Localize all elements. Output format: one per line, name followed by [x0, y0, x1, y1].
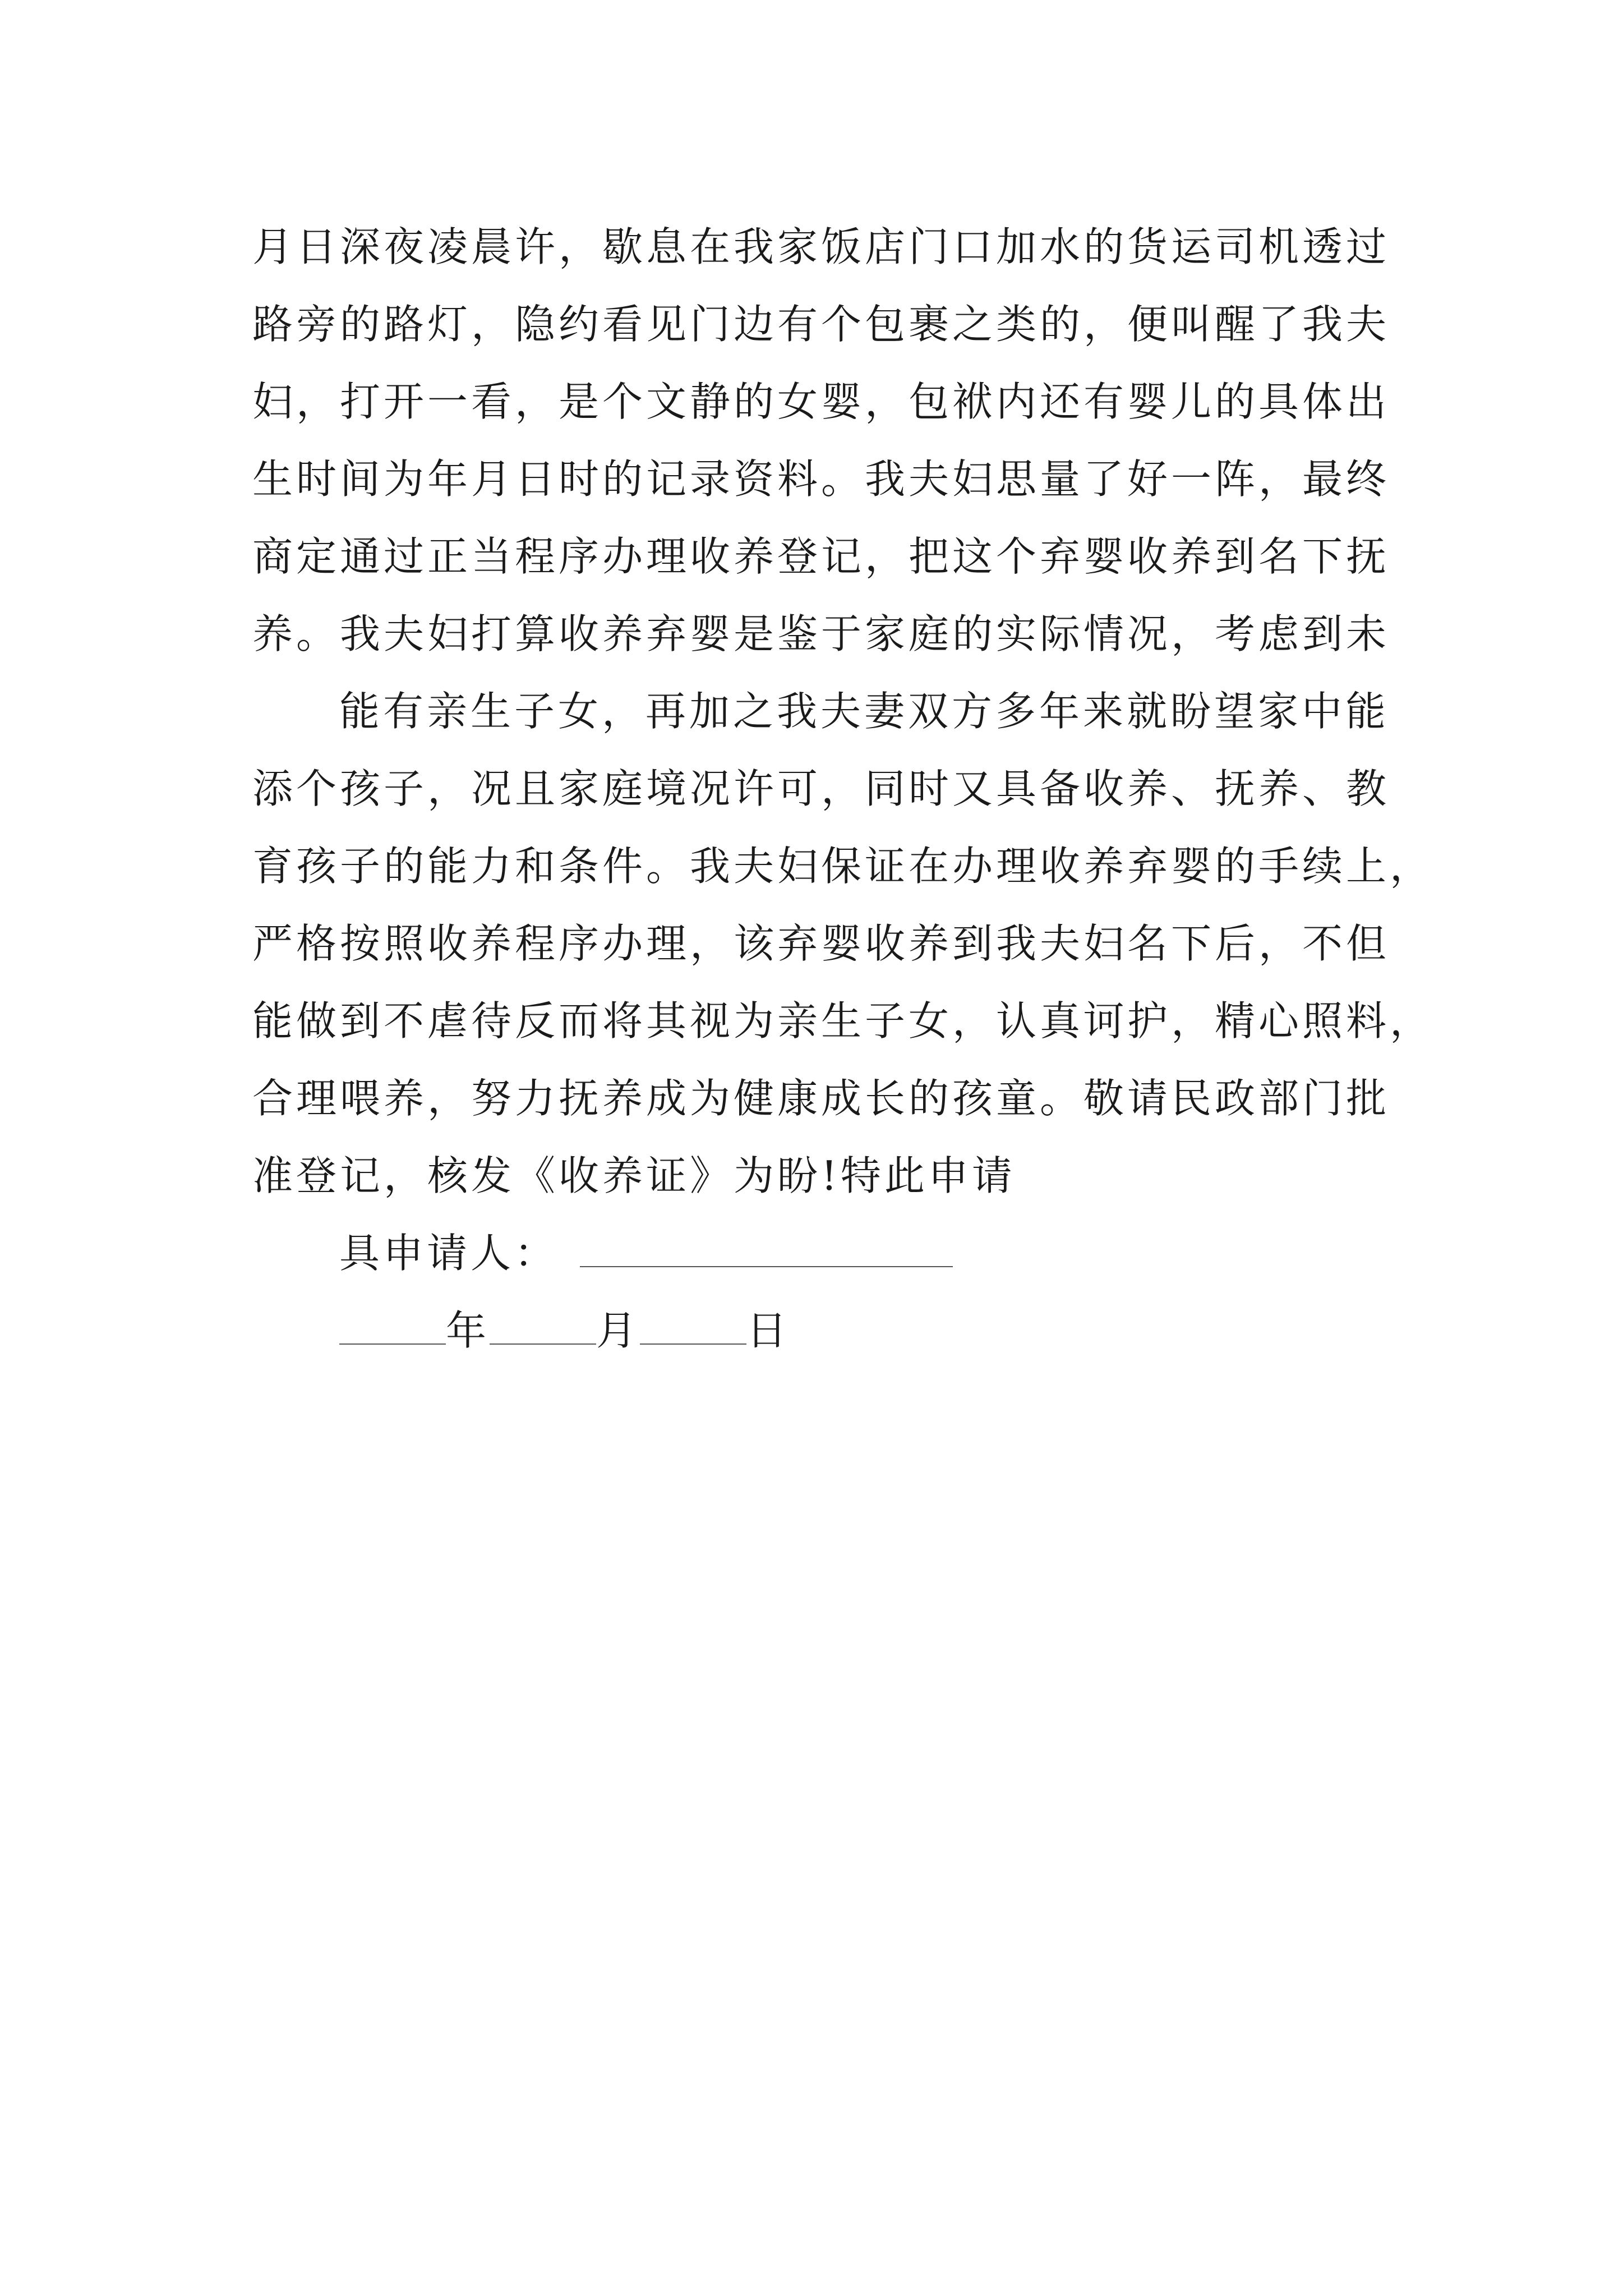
- body-line: 能做到不虐待反而将其视为亲生子女，认真诃护，精心照料，: [252, 997, 1434, 1045]
- paragraph-first-line: 能有亲生子女，再加之我夫妻双方多年来就盼望家中能: [339, 688, 1390, 735]
- body-line: 路旁的路灯，隐约看见门边有个包裹之类的，便叫醒了我夫: [252, 301, 1390, 348]
- month-label: 月: [596, 1307, 640, 1354]
- body-line: 月日深夜凌晨许，歇息在我家饭店门口加水的货运司机透过: [252, 223, 1390, 270]
- body-line: 添个孩子，况且家庭境况许可，同时又具备收养、抚养、教: [252, 765, 1390, 812]
- day-label: 日: [746, 1307, 791, 1354]
- month-blank[interactable]: [490, 1304, 596, 1345]
- year-label: 年: [446, 1307, 490, 1354]
- body-line: 育孩子的能力和条件。我夫妇保证在办理收养弃婴的手续上，: [252, 843, 1434, 890]
- body-line: 生时间为年月日时的记录资料。我夫妇思量了好一阵，最终: [252, 455, 1390, 503]
- body-line: 商定通过正当程序办理收养登记，把这个弃婴收养到名下抚: [252, 533, 1390, 580]
- date-row: [339, 1291, 790, 1370]
- day-blank[interactable]: [640, 1304, 746, 1345]
- signature-label: 具申请人：: [339, 1230, 559, 1277]
- signature-blank[interactable]: [580, 1227, 953, 1267]
- body-line: 妇，打开一看，是个文静的女婴，包袱内还有婴儿的具体出: [252, 378, 1390, 425]
- body-line-last: 准登记，核发《收养证》为盼!特此申请: [252, 1152, 1016, 1199]
- year-blank[interactable]: [339, 1304, 446, 1345]
- body-line: 严格按照收养程序办理，该弃婴收养到我夫妇名下后，不但: [252, 920, 1390, 967]
- signature-row: [339, 1214, 953, 1292]
- body-line: 合理喂养，努力抚养成为健康成长的孩童。敬请民政部门批: [252, 1075, 1390, 1122]
- body-line: 养。我夫妇打算收养弃婴是鉴于家庭的实际情况，考虑到未: [252, 610, 1390, 657]
